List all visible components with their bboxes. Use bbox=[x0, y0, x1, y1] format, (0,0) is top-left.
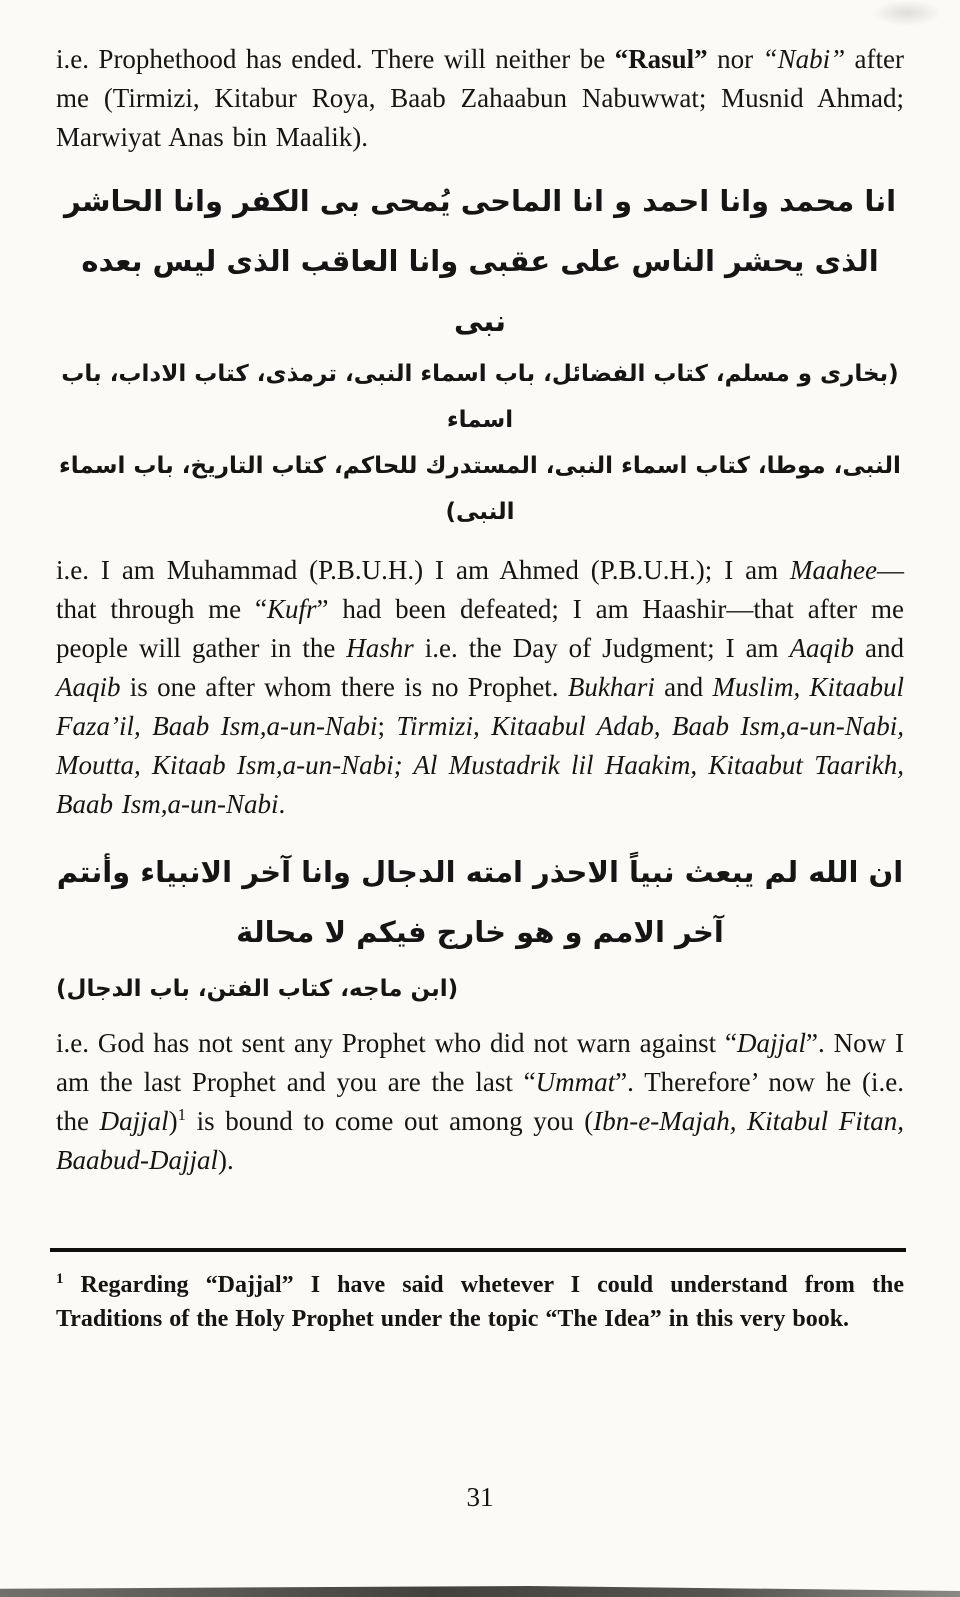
arabic-citation-block-2 bbox=[56, 966, 904, 1012]
paragraph-translation-3: i.e. God has not sent any Prophet who did not warn against “Dajjal”. Now I am the last Prophet and you are the last “Ummat”. Therefore’ now he (i.e. the Dajjal)$^1$ is bound to come out among you (Ibn-e-Majah, Kitabul Fitan, Baabud-Dajjal). bbox=[56, 1028, 904, 1175]
arabic-line-2: الذى يحشر الناس على عقبى وانا العاقب الذى ليس بعده نبى bbox=[81, 244, 879, 338]
footnote-divider bbox=[50, 1248, 906, 1252]
paragraph-translation-2: i.e. I am Muhammad (P.B.U.H.) I am Ahmed (P.B.U.H.); I am Maahee—that through me “Kufr” had been defeated; I am Haashir—that after me people will gather in the Hashr i.e. the Day of Judgment; I am Aaqib and Aaqib is one after whom there is no Prophet. Bukhari and Muslim, Kitaabul Faza’il, Baab Ism,a-un-Nabi; Tirmizi, Kitaabul Adab, Baab Ism,a-un-Nabi, Moutta, Kitaab Ism,a-un-Nabi; Al Mustadrik lil Haakim, Kitaabut Taarikh, Baab Ism,a-un-Nabi. bbox=[56, 555, 905, 819]
arabic-line-4: آخر الامم و هو خارج فيكم لا محالة bbox=[236, 915, 724, 949]
arabic-citation-line-1: (بخارى و مسلم، كتاب الفضائل، باب اسماء النبى، ترمذى، كتاب الاداب، باب اسماء bbox=[61, 361, 899, 433]
paragraph-translation-1: i.e. Prophethood has ended. There will neither be “Rasul” nor “Nabi” after me (Tirmizi, Kitabur Roya, Baab Zahaabun Nabuwwat; Musnid Ahmad; Marwiyat Anas bin Maalik). bbox=[56, 44, 904, 152]
arabic-citation-line-2: النبى، موطا، كتاب اسماء النبى، المستدرك للحاكم، كتاب التاريخ، باب اسماء النبى) bbox=[59, 453, 901, 525]
arabic-hadith-block-2 bbox=[56, 842, 904, 962]
footnote-text: $^1$ Regarding “Dajjal” I have said whetever I could understand from the Traditions of the Holy Prophet under the topic “The Idea” in this very book. bbox=[56, 1271, 904, 1332]
arabic-line-1: انا محمد وانا احمد و انا الماحى يُمحى بى الكفر وانا الحاشر bbox=[63, 184, 897, 218]
arabic-citation-line-3: (ابن ماجه، كتاب الفتن، باب الدجال) bbox=[56, 976, 459, 1002]
arabic-line-3: ان الله لم يبعث نبياً الاحذر امته الدجال وانا آخر الانبياء وأنتم bbox=[56, 855, 904, 889]
scan-artifact bbox=[872, 0, 942, 26]
scan-edge bbox=[0, 1586, 960, 1597]
arabic-hadith-block-1 bbox=[56, 171, 904, 535]
page-number: 31 bbox=[466, 1482, 494, 1512]
